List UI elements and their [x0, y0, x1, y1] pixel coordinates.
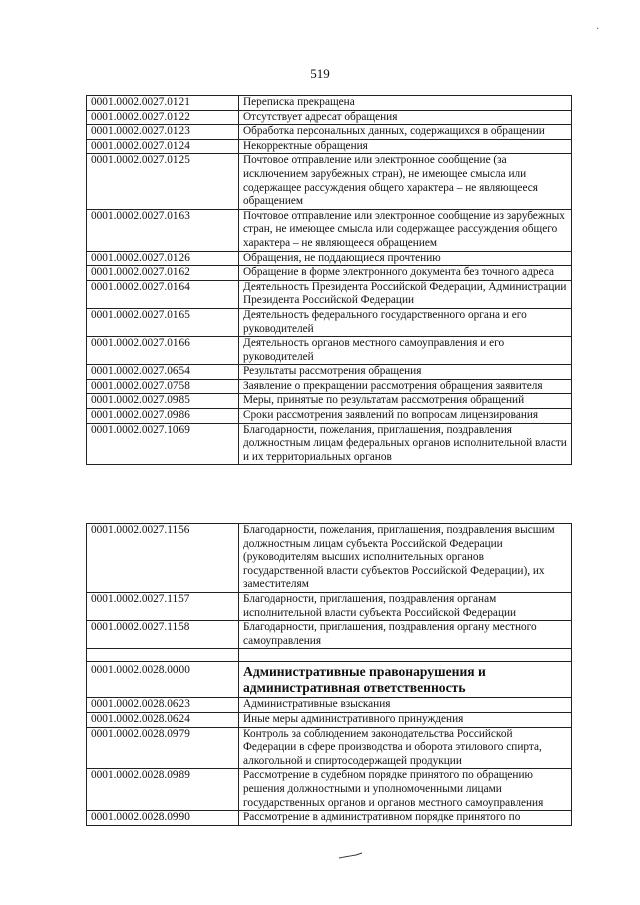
table-row	[87, 727, 572, 769]
classifier-code: 0001.0002.0027.0654	[87, 365, 239, 380]
classifier-code: 0001.0002.0027.0986	[87, 409, 239, 424]
table-row	[87, 712, 572, 727]
table-row	[87, 769, 572, 811]
classifier-code: 0001.0002.0028.0989	[87, 769, 239, 811]
classifier-code: 0001.0002.0027.0121	[87, 96, 239, 111]
table-row	[87, 621, 572, 649]
table-row	[87, 209, 572, 251]
table-row	[87, 266, 572, 281]
classifier-description: Обращение в форме электронного документа без точного адреса	[239, 266, 572, 281]
classifier-code: 0001.0002.0027.0122	[87, 110, 239, 125]
classifier-description: Деятельность федерального государственного органа и его руководителей	[239, 308, 572, 336]
classifier-code: 0001.0002.0027.0165	[87, 308, 239, 336]
empty-cell	[239, 649, 572, 662]
classifier-description: Переписка прекращена	[239, 96, 572, 111]
table-row	[87, 154, 572, 209]
classifier-description: Заявление о прекращении рассмотрения обращения заявителя	[239, 379, 572, 394]
classifier-description: Контроль за соблюдением законодательства Российской Федерации в сфере производства и оборота этилового спирта, алкогольной и спиртосодержащей продукции	[239, 727, 572, 769]
table-row	[87, 337, 572, 365]
table-row	[87, 110, 572, 125]
classifier-table-bottom	[86, 523, 572, 826]
classifier-description: Благодарности, приглашения, поздравления органу местного самоуправления	[239, 621, 572, 649]
table-row	[87, 811, 572, 826]
classifier-description: Почтовое отправление или электронное сообщение из зарубежных стран, не имеющее смысла или содержащее рассуждения общего характера – не являющееся обращением	[239, 209, 572, 251]
classifier-description: Благодарности, приглашения, поздравления органам исполнительной власти субъекта Российской Федерации	[239, 592, 572, 620]
classifier-code: 0001.0002.0028.0979	[87, 727, 239, 769]
section-title: Административные правонарушения и административная ответственность	[239, 662, 572, 698]
table-row	[87, 139, 572, 154]
table-row	[87, 524, 572, 593]
classifier-description: Отсутствует адресат обращения	[239, 110, 572, 125]
table-row	[87, 96, 572, 111]
table-row	[87, 592, 572, 620]
table-row	[87, 251, 572, 266]
classifier-table-top	[86, 95, 572, 465]
classifier-description: Некорректные обращения	[239, 139, 572, 154]
empty-row	[87, 649, 572, 662]
classifier-code: 0001.0002.0027.0123	[87, 125, 239, 140]
classifier-description: Благодарности, пожелания, приглашения, поздравления высшим должностным лицам субъекта Российской Федерации (руководителям высших исполнительных органов государственной власти субъектов Российской Федерации), их заместителям	[239, 524, 572, 593]
classifier-code: 0001.0002.0027.1157	[87, 592, 239, 620]
classifier-description: Почтовое отправление или электронное сообщение (за исключением зарубежных стран), не имеющее смысла или содержащее рассуждения общего характера – не являющееся обращением	[239, 154, 572, 209]
table-row	[87, 394, 572, 409]
classifier-code: 0001.0002.0027.0985	[87, 394, 239, 409]
classifier-code: 0001.0002.0028.0990	[87, 811, 239, 826]
classifier-description: Административные взыскания	[239, 698, 572, 713]
classifier-code: 0001.0002.0027.0162	[87, 266, 239, 281]
classifier-code: 0001.0002.0027.0758	[87, 379, 239, 394]
classifier-description: Рассмотрение в административном порядке принятого по	[239, 811, 572, 826]
section-row	[87, 662, 572, 698]
table-row	[87, 379, 572, 394]
table-row	[87, 423, 572, 465]
table-row	[87, 698, 572, 713]
table-row	[87, 409, 572, 424]
corner-mark: ·	[596, 24, 600, 35]
table-row	[87, 280, 572, 308]
classifier-description: Результаты рассмотрения обращения	[239, 365, 572, 380]
classifier-description: Обращения, не поддающиеся прочтению	[239, 251, 572, 266]
classifier-description: Меры, принятые по результатам рассмотрения обращений	[239, 394, 572, 409]
classifier-description: Благодарности, пожелания, приглашения, поздравления должностным лицам федеральных органов исполнительной власти и их территориальных органов	[239, 423, 572, 465]
pen-mark-icon	[338, 852, 364, 860]
table-row	[87, 125, 572, 140]
empty-cell	[87, 649, 239, 662]
classifier-code: 0001.0002.0027.1069	[87, 423, 239, 465]
classifier-description: Деятельность Президента Российской Федерации, Администрации Президента Российской Федерации	[239, 280, 572, 308]
classifier-description: Сроки рассмотрения заявлений по вопросам лицензирования	[239, 409, 572, 424]
classifier-code: 0001.0002.0027.1156	[87, 524, 239, 593]
classifier-code: 0001.0002.0027.0163	[87, 209, 239, 251]
classifier-code: 0001.0002.0028.0000	[87, 662, 239, 698]
table-row	[87, 365, 572, 380]
classifier-description: Рассмотрение в судебном порядке принятого по обращению решения должностными и уполномоченными лицами государственных органов и органов местного самоуправления	[239, 769, 572, 811]
classifier-description: Обработка персональных данных, содержащихся в обращении	[239, 125, 572, 140]
classifier-code: 0001.0002.0028.0624	[87, 712, 239, 727]
classifier-code: 0001.0002.0027.0125	[87, 154, 239, 209]
classifier-description: Деятельность органов местного самоуправления и его руководителей	[239, 337, 572, 365]
table-row	[87, 308, 572, 336]
classifier-code: 0001.0002.0027.0164	[87, 280, 239, 308]
classifier-code: 0001.0002.0028.0623	[87, 698, 239, 713]
classifier-description: Иные меры административного принуждения	[239, 712, 572, 727]
classifier-code: 0001.0002.0027.0124	[87, 139, 239, 154]
classifier-code: 0001.0002.0027.0166	[87, 337, 239, 365]
page-number: 519	[310, 66, 330, 81]
classifier-code: 0001.0002.0027.1158	[87, 621, 239, 649]
classifier-code: 0001.0002.0027.0126	[87, 251, 239, 266]
